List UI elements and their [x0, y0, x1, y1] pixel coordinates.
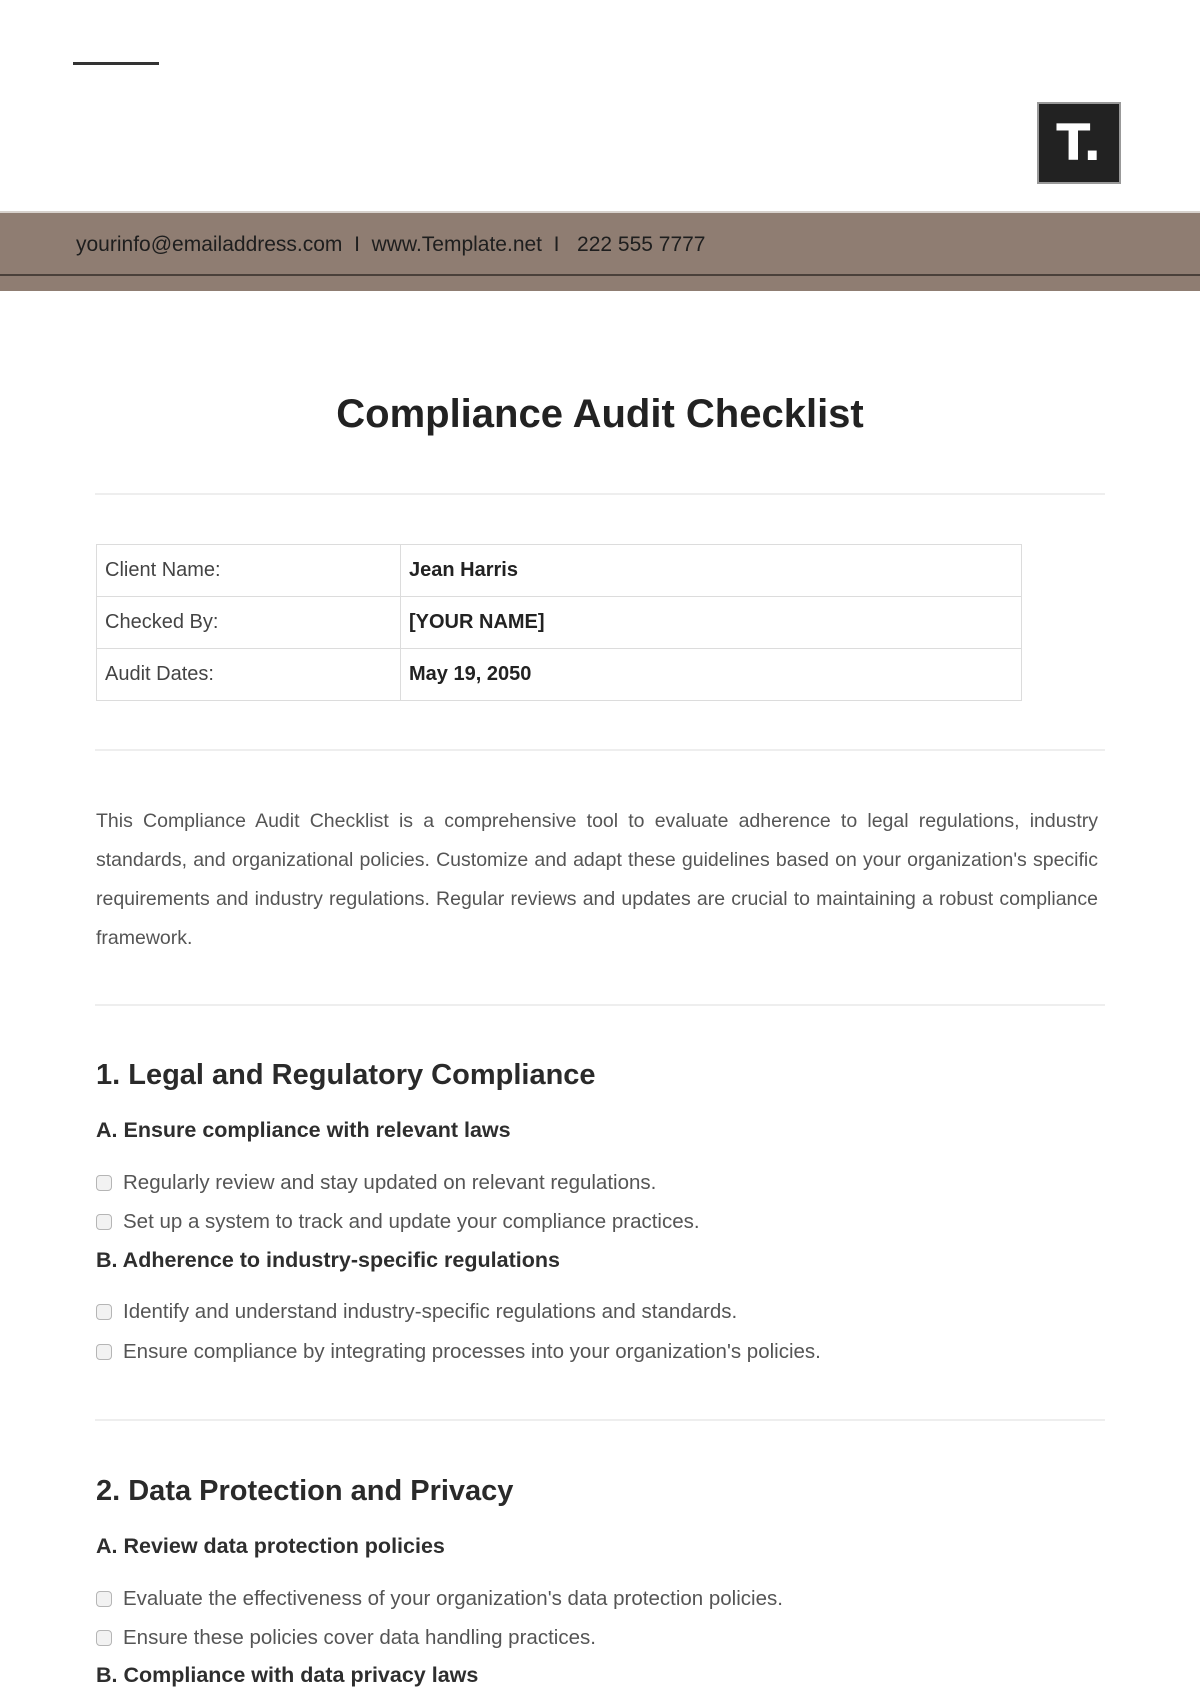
table-row: [97, 545, 1022, 597]
divider: [95, 1419, 1105, 1421]
decorative-line: [73, 62, 159, 65]
checkbox[interactable]: [96, 1214, 112, 1230]
template-logo: [1037, 102, 1121, 184]
row-label: Client Name:: [97, 545, 401, 597]
checkbox[interactable]: [96, 1175, 112, 1191]
checklist-item: [96, 1626, 596, 1650]
divider: [95, 749, 1105, 751]
item-text: Ensure these policies cover data handling practices.: [123, 1626, 596, 1649]
subsection-heading: B. Adherence to industry-specific regulations: [96, 1248, 560, 1272]
item-text: Identify and understand industry-specific regulations and standards.: [123, 1300, 738, 1323]
subsection-heading: A. Ensure compliance with relevant laws: [96, 1118, 511, 1142]
checklist-item: [96, 1171, 656, 1195]
divider: [95, 493, 1105, 495]
checkbox[interactable]: [96, 1591, 112, 1607]
section-heading: 2. Data Protection and Privacy: [96, 1475, 514, 1507]
band-divider: [0, 274, 1200, 276]
checkbox[interactable]: [96, 1630, 112, 1646]
item-text: Regularly review and stay updated on relevant regulations.: [123, 1171, 657, 1194]
info-table: [96, 544, 1022, 701]
intro-paragraph: This Compliance Audit Checklist is a comprehensive tool to evaluate adherence to legal regulations, industry standards, and organizational policies. Customize and adapt these guidelines based on your organization's specific requirements and industry regulations. Regular reviews and updates are crucial to maintaining a robust compliance framework.: [96, 810, 1098, 949]
checkbox[interactable]: [96, 1344, 112, 1360]
item-text: Evaluate the effectiveness of your organization's data protection policies.: [123, 1587, 783, 1610]
logo-text: T.: [1056, 114, 1102, 172]
subsection-heading: A. Review data protection policies: [96, 1534, 445, 1558]
checklist-item: [96, 1300, 737, 1324]
item-text: Set up a system to track and update your compliance practices.: [123, 1210, 700, 1233]
row-value[interactable]: Jean Harris: [401, 545, 1022, 597]
checklist-item: [96, 1587, 783, 1611]
contact-info: yourinfo@emailaddress.com I www.Template.net I 222 555 7777: [76, 233, 706, 256]
page-title: Compliance Audit Checklist: [336, 392, 864, 436]
divider: [95, 1004, 1105, 1006]
checkbox[interactable]: [96, 1304, 112, 1320]
row-label: Checked By:: [97, 597, 401, 649]
checklist-item: [96, 1340, 821, 1364]
table-row: [97, 649, 1022, 701]
row-value[interactable]: May 19, 2050: [401, 649, 1022, 701]
table-row: [97, 597, 1022, 649]
row-value[interactable]: [YOUR NAME]: [401, 597, 1022, 649]
checklist-item: [96, 1210, 700, 1234]
section-heading: 1. Legal and Regulatory Compliance: [96, 1059, 596, 1091]
item-text: Ensure compliance by integrating processes into your organization's policies.: [123, 1340, 821, 1363]
subsection-heading: B. Compliance with data privacy laws: [96, 1663, 479, 1687]
row-label: Audit Dates:: [97, 649, 401, 701]
